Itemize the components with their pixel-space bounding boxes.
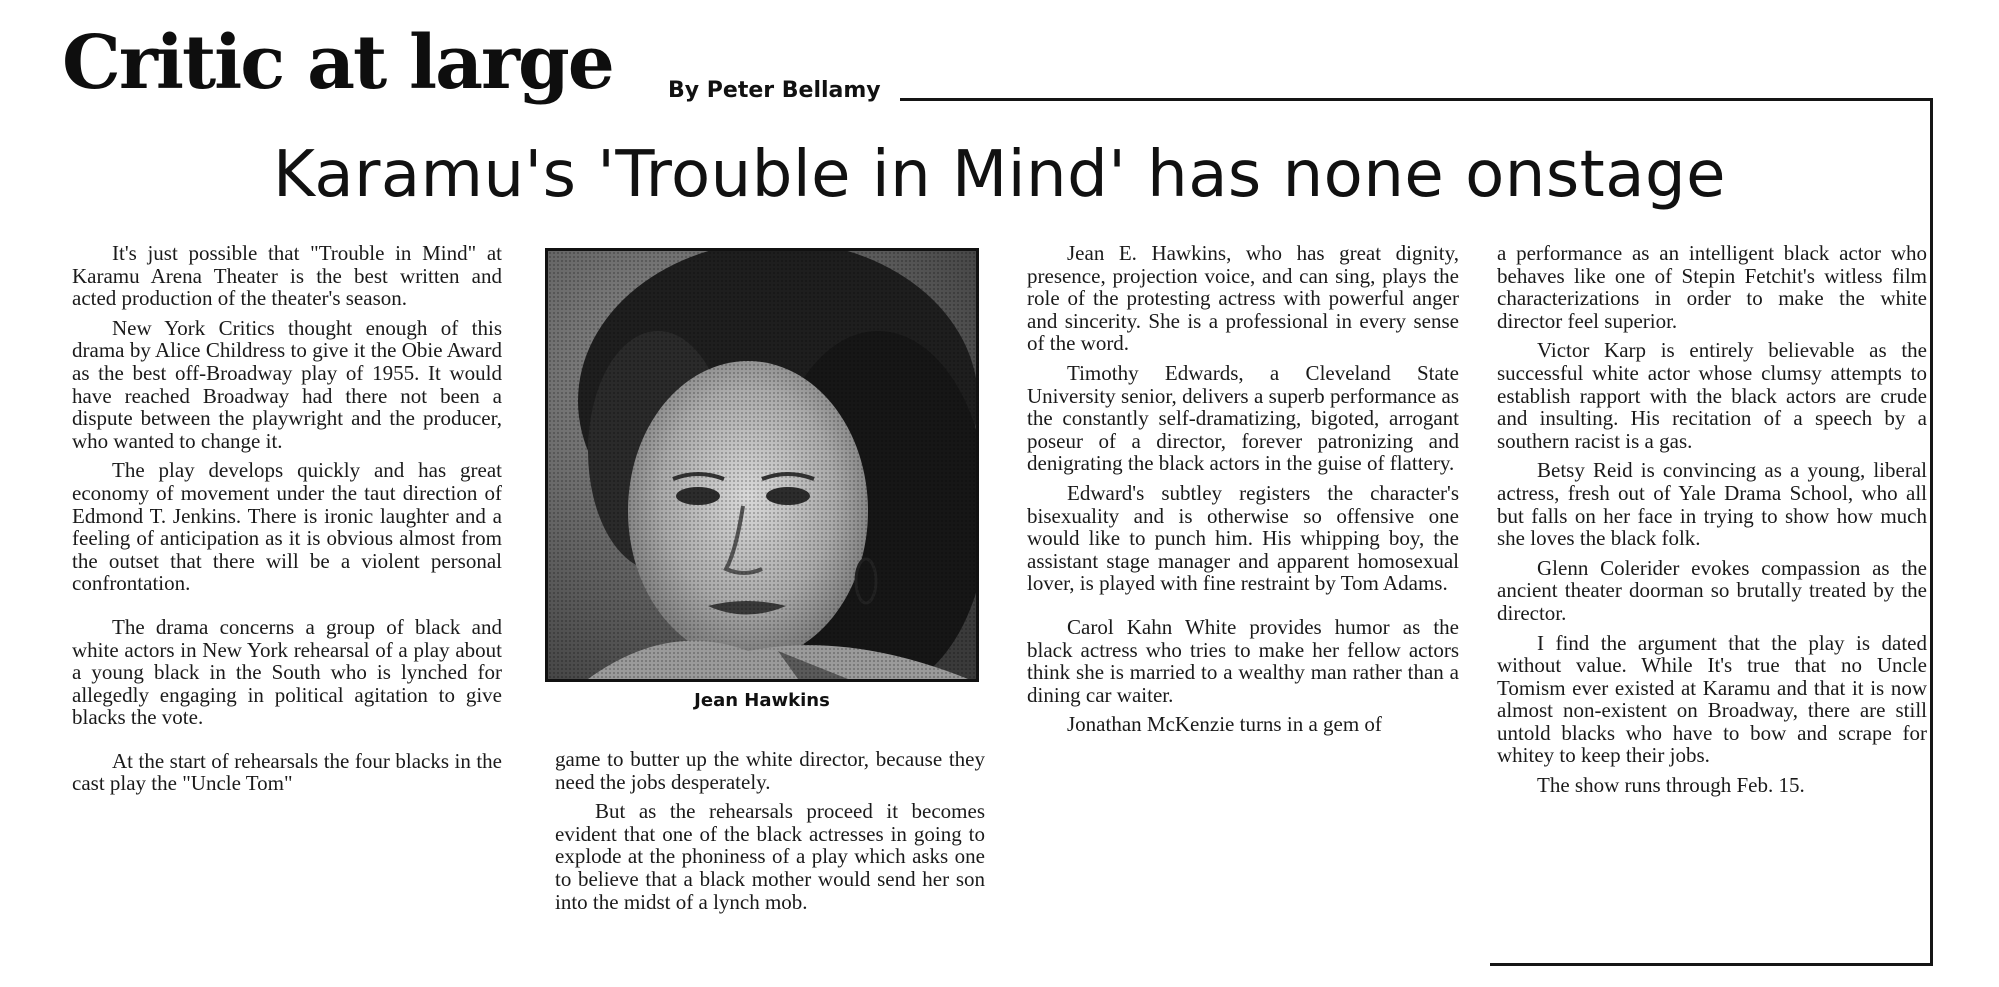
paragraph: The show runs through Feb. 15. — [1537, 773, 1805, 798]
column-logo: Critic at large — [62, 20, 613, 106]
article-column-3 — [1027, 242, 1459, 743]
paragraph: New York Critics thought enough of this drama by Alice Childress to give it the Obie Award as the best off-Broadway play of 1955. It would have reached Broadway had there not been a dispute between the playwright and the producer, who wanted to change it. — [72, 315, 502, 453]
paragraph: Jonathan McKenzie turns in a gem of — [1067, 712, 1382, 737]
paragraph: Glenn Colerider evokes compassion as the ancient theater doorman so brutally treated by the director. — [1497, 555, 1927, 625]
frame-rule-bottom — [1490, 963, 1933, 966]
paragraph: The drama concerns a group of black and white actors in New York rehearsal of a play about a young black in the South who is lynched for allegedly engaging in political agitation to give blacks the vote. — [72, 614, 502, 730]
article-column-4 — [1497, 242, 1927, 804]
paragraph: But as the rehearsals proceed it becomes evident that one of the black actresses in going to explode at the phoniness of a play which asks one to believe that a black mother would send her son into the midst of a lynch mob. — [555, 799, 985, 914]
byline: By Peter Bellamy — [668, 78, 881, 103]
paragraph: Edward's subtley registers the character's bisexuality and is otherwise so offensive one would like to punch him. His whipping boy, the assistant stage manager and apparent homosexual lover, is played with fine restraint by Tom Adams. — [1027, 480, 1459, 596]
paragraph: game to butter up the white director, because they need the jobs desperately. — [555, 747, 985, 794]
portrait-photo — [545, 248, 979, 682]
paragraph: The play develops quickly and has great economy of movement under the taut direction of Edmond T. Jenkins. There is ironic laughter and a feeling of anticipation as it is obvious almost from the outset that there will be a violent personal confrontation. — [72, 458, 502, 596]
paragraph: Victor Karp is entirely believable as the successful white actor whose clumsy attempts to establish rapport with the black actors are crude and insulting. His recitation of a speech by a southern racist is a gas. — [1497, 338, 1927, 453]
paragraph: Jean E. Hawkins, who has great dignity, presence, projection voice, and can sing, plays the role of the protesting actress with powerful anger and sincerity. She is a professional in every sense of the word. — [1027, 241, 1459, 356]
paragraph: I find the argument that the play is dated without value. While It's true that no Uncle Tomism ever existed at Karamu and that it is now almost non-existent on Broadway, there are still untold blacks who have to bow and scrape for whitey to keep their jobs. — [1497, 630, 1927, 768]
paragraph: Timothy Edwards, a Cleveland State University senior, delivers a superb performance as the constantly self-dramatizing, bigoted, arrogant poseur of a director, forever patronizing and denigrating the black actors in the guise of flattery. — [1027, 360, 1459, 476]
paragraph: Betsy Reid is convincing as a young, liberal actress, fresh out of Yale Drama School, who all but falls on her face in trying to show how much she loves the black folk. — [1497, 458, 1927, 551]
frame-rule-right — [1930, 98, 1933, 964]
paragraph: a performance as an intelligent black actor who behaves like one of Stepin Fetchit's witless film characterizations in order to make the white director feel superior. — [1497, 241, 1927, 333]
headline: Karamu's 'Trouble in Mind' has none onstage — [273, 138, 1726, 212]
frame-rule-top — [900, 98, 1933, 101]
paragraph: Carol Kahn White provides humor as the black actress who tries to make her fellow actors think she is married to a wealthy man rather than a dining car waiter. — [1027, 614, 1459, 707]
paragraph: At the start of rehearsals the four blacks in the cast play the "Uncle Tom" — [72, 748, 502, 796]
portrait-image — [548, 251, 976, 679]
article-column-2 — [555, 748, 985, 920]
photo-caption: Jean Hawkins — [694, 690, 830, 711]
paragraph: It's just possible that "Trouble in Mind" at Karamu Arena Theater is the best written and acted production of the theater's season. — [72, 241, 502, 311]
article-column-1 — [72, 242, 502, 802]
